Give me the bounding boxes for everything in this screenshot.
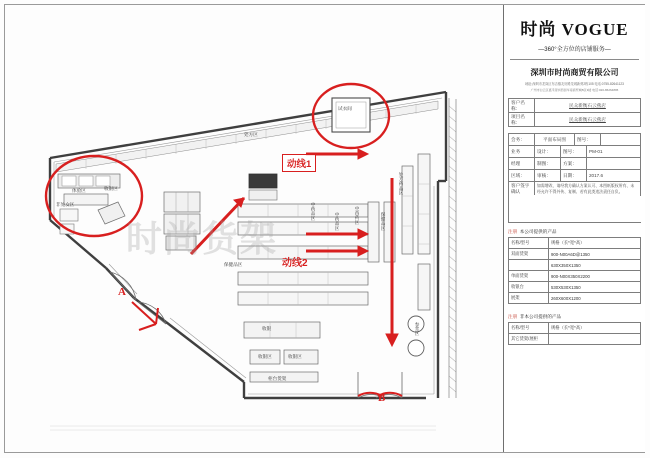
- spec-label-2-0: 经理: [509, 158, 535, 169]
- plan-label-counter-shelf: 柜台货架: [268, 376, 287, 381]
- confirm-text: 如需增改、请经我方确认方案认可、本图纸版权所有、未经允许不得外传、复制、若有此类违法责任自负。: [535, 182, 641, 195]
- spec-label-0-1: 图号：: [575, 134, 601, 145]
- confirm-row: [509, 182, 641, 223]
- brand-logo-main: 时尚 VOGUE: [520, 20, 629, 39]
- brand-logo-sub: —360°全方位的店铺服务—: [538, 47, 611, 53]
- table-row: [509, 260, 641, 271]
- table-row: [509, 113, 641, 127]
- col-header-spec-b: 规格（长*宽*高）: [549, 323, 641, 333]
- table-row: [509, 158, 641, 170]
- spec-label-2-2: 方案：: [561, 158, 587, 169]
- plan-label-rx-zone: 处方区: [244, 132, 258, 137]
- table-row: [509, 134, 641, 146]
- table-row: [509, 293, 641, 304]
- row-name-a-1: [509, 260, 549, 270]
- row-name-a-2: 单面货架: [509, 271, 549, 281]
- table-row: [509, 249, 641, 260]
- title-block: [503, 5, 645, 452]
- spec-label-3-1: 审核：: [535, 170, 561, 181]
- client-value: 民众新衡石云燕店: [535, 99, 641, 112]
- section-a-heading: 本公司提供的产品: [519, 229, 557, 235]
- floor-plan-vector: [6, 6, 509, 451]
- table-header-row: [509, 323, 641, 334]
- col-header-name-b: 名称/型号: [509, 323, 549, 333]
- spec-value-3-2: 2017.6: [587, 170, 641, 181]
- row-spec-a-0: 900-N00A6D@1350: [549, 249, 641, 259]
- spec-label-1-1: 设计：: [535, 146, 561, 157]
- spec-table: [508, 133, 641, 223]
- client-label: 客户名称：: [509, 99, 535, 112]
- confirm-label: 客户签字确认: [509, 182, 535, 195]
- project-label: 项目名称：: [509, 113, 535, 126]
- spec-label-1-2: 图号：: [561, 146, 587, 157]
- client-info-table: [508, 98, 641, 127]
- plan-label-tcm-2: 中药品区: [335, 212, 340, 231]
- plan-label-cashier-left: 收银区: [104, 186, 118, 191]
- plan-label-tcm-wcm: 中西药区: [355, 206, 360, 225]
- plan-label-fitting-room: 试衣间: [338, 106, 352, 111]
- watermark: 时尚货架: [126, 219, 279, 259]
- table-row: [509, 334, 641, 345]
- col-header-spec-a: 规格（长*宽*高）: [549, 238, 641, 248]
- row-spec-a-1: 630X350X1350: [549, 260, 641, 270]
- table-row: [509, 170, 641, 182]
- company-name: 深圳市时尚商贸有限公司: [530, 68, 619, 77]
- company-address-1: 地址:深圳市龙岗区布吉镇友好路龙城新苑2栋105 电话:0755-82641123: [525, 82, 624, 86]
- spec-label-0-0: 会务：: [509, 134, 535, 145]
- plan-label-cashier-3: 收银区: [258, 354, 272, 359]
- product-table-other: [508, 322, 641, 345]
- project-value: 民众新衡石云燕店: [535, 113, 641, 126]
- plan-label-experience: 体验区: [72, 188, 86, 193]
- table-row: [509, 146, 641, 158]
- row-name-b-0: 其它货架/展柜: [509, 334, 549, 344]
- plan-label-tcm-1: 中药品区: [311, 202, 316, 221]
- brand-logo: [504, 5, 645, 53]
- col-header-name-a: 名称/型号: [509, 238, 549, 248]
- plan-label-health-2: 保健品区: [381, 212, 386, 231]
- spec-value-0-0: 平面布局图: [535, 134, 575, 145]
- table-row: [509, 271, 641, 282]
- plan-label-nonrx: 非处女区: [56, 202, 75, 207]
- spec-label-3-2: 日期：: [561, 170, 587, 181]
- plan-label-cashier-1: 收银: [262, 326, 272, 331]
- divider-logo: [510, 59, 639, 60]
- section-a-tag: 注册: [508, 229, 518, 235]
- row-spec-b-0: [549, 334, 641, 344]
- row-name-a-3: 收银台: [509, 282, 549, 292]
- spec-label-3-0: 区域：: [509, 170, 535, 181]
- table-row: [509, 99, 641, 113]
- spec-value-0-1: [601, 134, 641, 145]
- row-name-a-4: 展架: [509, 293, 549, 303]
- spec-value-1-2: PM-01: [587, 146, 641, 157]
- plan-label-ginseng: 参茸区: [415, 322, 420, 336]
- table-row: [509, 282, 641, 293]
- spec-label-1-0: 业务: [509, 146, 535, 157]
- table-header-row: [509, 238, 641, 249]
- section-b-title: [508, 314, 641, 320]
- company-address-2: 广州市白云区嘉禾望岗西街华南商贸城B区3楼 电话:020-86264895: [530, 87, 619, 92]
- row-spec-a-4: 260X600X1200: [549, 293, 641, 303]
- plan-label-cashier-2: 收银区: [288, 354, 302, 359]
- spec-value-2-2: [587, 158, 641, 169]
- row-name-a-0: 双面货架: [509, 249, 549, 259]
- section-a-title: [508, 229, 641, 235]
- annotation-point-a: A: [118, 286, 126, 298]
- plan-label-rx-drugs: 处方药品区: [399, 172, 404, 195]
- product-table-own: [508, 237, 641, 304]
- annotation-flow-2: 动线2: [282, 258, 308, 269]
- annotation-point-b: B: [378, 392, 386, 404]
- row-spec-a-2: 900-N00X350X2200: [549, 271, 641, 281]
- floor-plan: [6, 6, 509, 451]
- section-b-heading: 非本公司提供的产品: [519, 314, 562, 320]
- annotation-flow-1: 动线1: [282, 154, 316, 172]
- plan-label-health-products: 保健品区: [224, 262, 243, 267]
- row-spec-a-3: 530X530X1350: [549, 282, 641, 292]
- section-b-tag: 注册: [508, 314, 518, 320]
- spec-label-2-1: 制图：: [535, 158, 561, 169]
